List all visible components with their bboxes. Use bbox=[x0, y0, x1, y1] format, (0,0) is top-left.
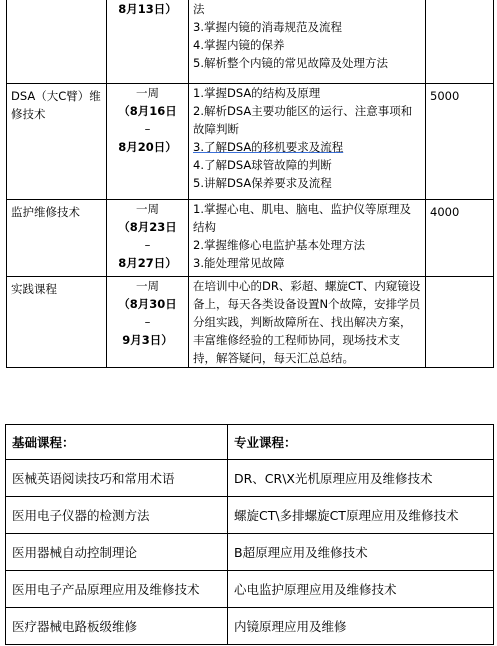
basic-course: 医用电子仪器的检测方法 bbox=[6, 497, 228, 534]
schedule-row bbox=[7, 277, 494, 368]
basic-course: 医疗器械电路板级维修 bbox=[6, 608, 228, 645]
course-period: 一周 （8月23日 – 8月27日） bbox=[107, 200, 189, 277]
course-name bbox=[7, 0, 107, 84]
schedule-row bbox=[7, 84, 494, 200]
table-row bbox=[6, 608, 494, 645]
professional-course: B超原理应用及维修技术 bbox=[228, 534, 494, 571]
basic-course: 医械英语阅读技巧和常用术语 bbox=[6, 460, 228, 497]
professional-course: 心电监护原理应用及维修技术 bbox=[228, 571, 494, 608]
course-fee: 4000 bbox=[426, 200, 494, 277]
professional-course: DR、CR\X光机原理应用及维修技术 bbox=[228, 460, 494, 497]
course-content: 1.掌握DSA的结构及原理 2.解析DSA主要功能区的运行、注意事项和故障判断 3.了解DSA的移机要求及流程 4.了解DSA球管故障的判断 5.讲解DSA保养要求及流程 bbox=[189, 84, 426, 200]
schedule-row bbox=[7, 0, 494, 84]
basic-course: 医用器械自动控制理论 bbox=[6, 534, 228, 571]
training-schedule-table bbox=[6, 0, 494, 368]
professional-courses-heading: 专业课程： bbox=[228, 425, 494, 460]
course-content: 在培训中心的DR、彩超、螺旋CT、内窥镜设备上，每天各类设备设置N个故障，安排学员分组实践，判断故障所在、找出解决方案，丰富维修经验的工程师协同，现场技术支持，解答疑问，每天汇总总结。 bbox=[189, 277, 426, 368]
table-row bbox=[6, 571, 494, 608]
course-name: 实践课程 bbox=[7, 277, 107, 368]
table-row bbox=[6, 497, 494, 534]
course-list-header bbox=[6, 425, 494, 460]
table-row bbox=[6, 534, 494, 571]
course-content: 1.掌握心电、肌电、脑电、监护仪等原理及结构 2.掌握维修心电监护基本处理方法 3.能处理常见故障 bbox=[189, 200, 426, 277]
schedule-row bbox=[7, 200, 494, 277]
course-period: 一周 （8月16日 – 8月20日） bbox=[107, 84, 189, 200]
course-fee bbox=[426, 277, 494, 368]
course-fee bbox=[426, 0, 494, 84]
table-row bbox=[6, 460, 494, 497]
course-period: 8月13日） bbox=[107, 0, 189, 84]
professional-course: 螺旋CT\多排螺旋CT原理应用及维修技术 bbox=[228, 497, 494, 534]
professional-course: 内镜原理应用及维修 bbox=[228, 608, 494, 645]
course-name: DSA（大C臂）维修技术 bbox=[7, 84, 107, 200]
basic-courses-heading: 基础课程： bbox=[6, 425, 228, 460]
course-period: 一周 （8月30日 – 9月3日） bbox=[107, 277, 189, 368]
course-list-table bbox=[5, 424, 494, 645]
course-name: 监护维修技术 bbox=[7, 200, 107, 277]
course-fee: 5000 bbox=[426, 84, 494, 200]
course-content: 法 3.掌握内镜的消毒规范及流程 4.掌握内镜的保养 5.解析整个内镜的常见故障及处理方法 bbox=[189, 0, 426, 84]
basic-course: 医用电子产品原理应用及维修技术 bbox=[6, 571, 228, 608]
